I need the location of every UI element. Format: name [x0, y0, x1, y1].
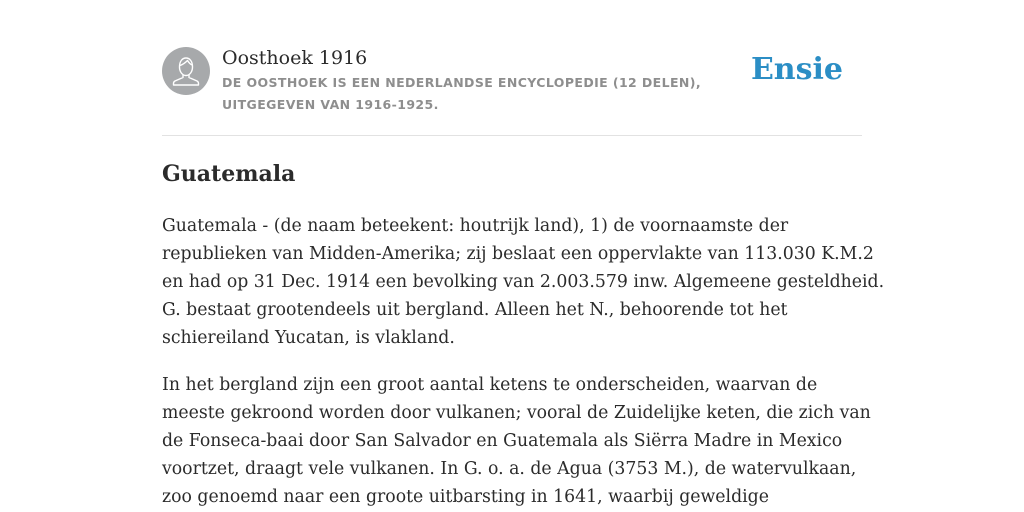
user-icon	[162, 47, 210, 95]
text-line: en had op 31 Dec. 1914 een bevolking van 2.003.579 inw. Algemeene gesteldheid.	[162, 272, 885, 292]
text-line: voortzet, draagt vele vulkanen. In G. o. a. de Agua (3753 M.), de watervulkaan,	[162, 459, 857, 479]
article-paragraph	[162, 212, 885, 352]
text-line: Guatemala - (de naam beteekent: houtrijk land), 1) de voornaamste der	[162, 216, 789, 236]
header-divider	[162, 135, 862, 136]
text-line: zoo genoemd naar een groote uitbarsting in 1641, waarbij geweldige	[162, 487, 769, 507]
text-line: schiereiland Yucatan, is vlakland.	[162, 328, 455, 348]
source-avatar[interactable]	[162, 47, 210, 95]
source-header	[162, 46, 862, 116]
source-title[interactable]: Oosthoek 1916	[222, 47, 368, 69]
text-line: republieken van Midden-Amerika; zij beslaat een oppervlakte van 113.030 K.M.2	[162, 244, 874, 264]
article-body	[162, 212, 885, 511]
article-paragraph	[162, 371, 871, 511]
article-title: Guatemala	[162, 161, 296, 187]
text-line: G. bestaat grootendeels uit bergland. Alleen het N., behoorende tot het	[162, 300, 788, 320]
text-line: In het bergland zijn een groot aantal ketens te onderscheiden, waarvan de	[162, 375, 818, 395]
text-line: meeste gekroond worden door vulkanen; vooral de Zuidelijke keten, die zich van	[162, 403, 871, 423]
text-line: de Fonseca-baai door San Salvador en Guatemala als Siërra Madre in Mexico	[162, 431, 843, 451]
ensie-logo[interactable]: Ensie	[750, 52, 843, 87]
source-description: DE OOSTHOEK IS EEN NEDERLANDSE ENCYCLOPEDIE (12 DELEN), UITGEGEVEN VAN 1916-1925.	[222, 75, 702, 112]
